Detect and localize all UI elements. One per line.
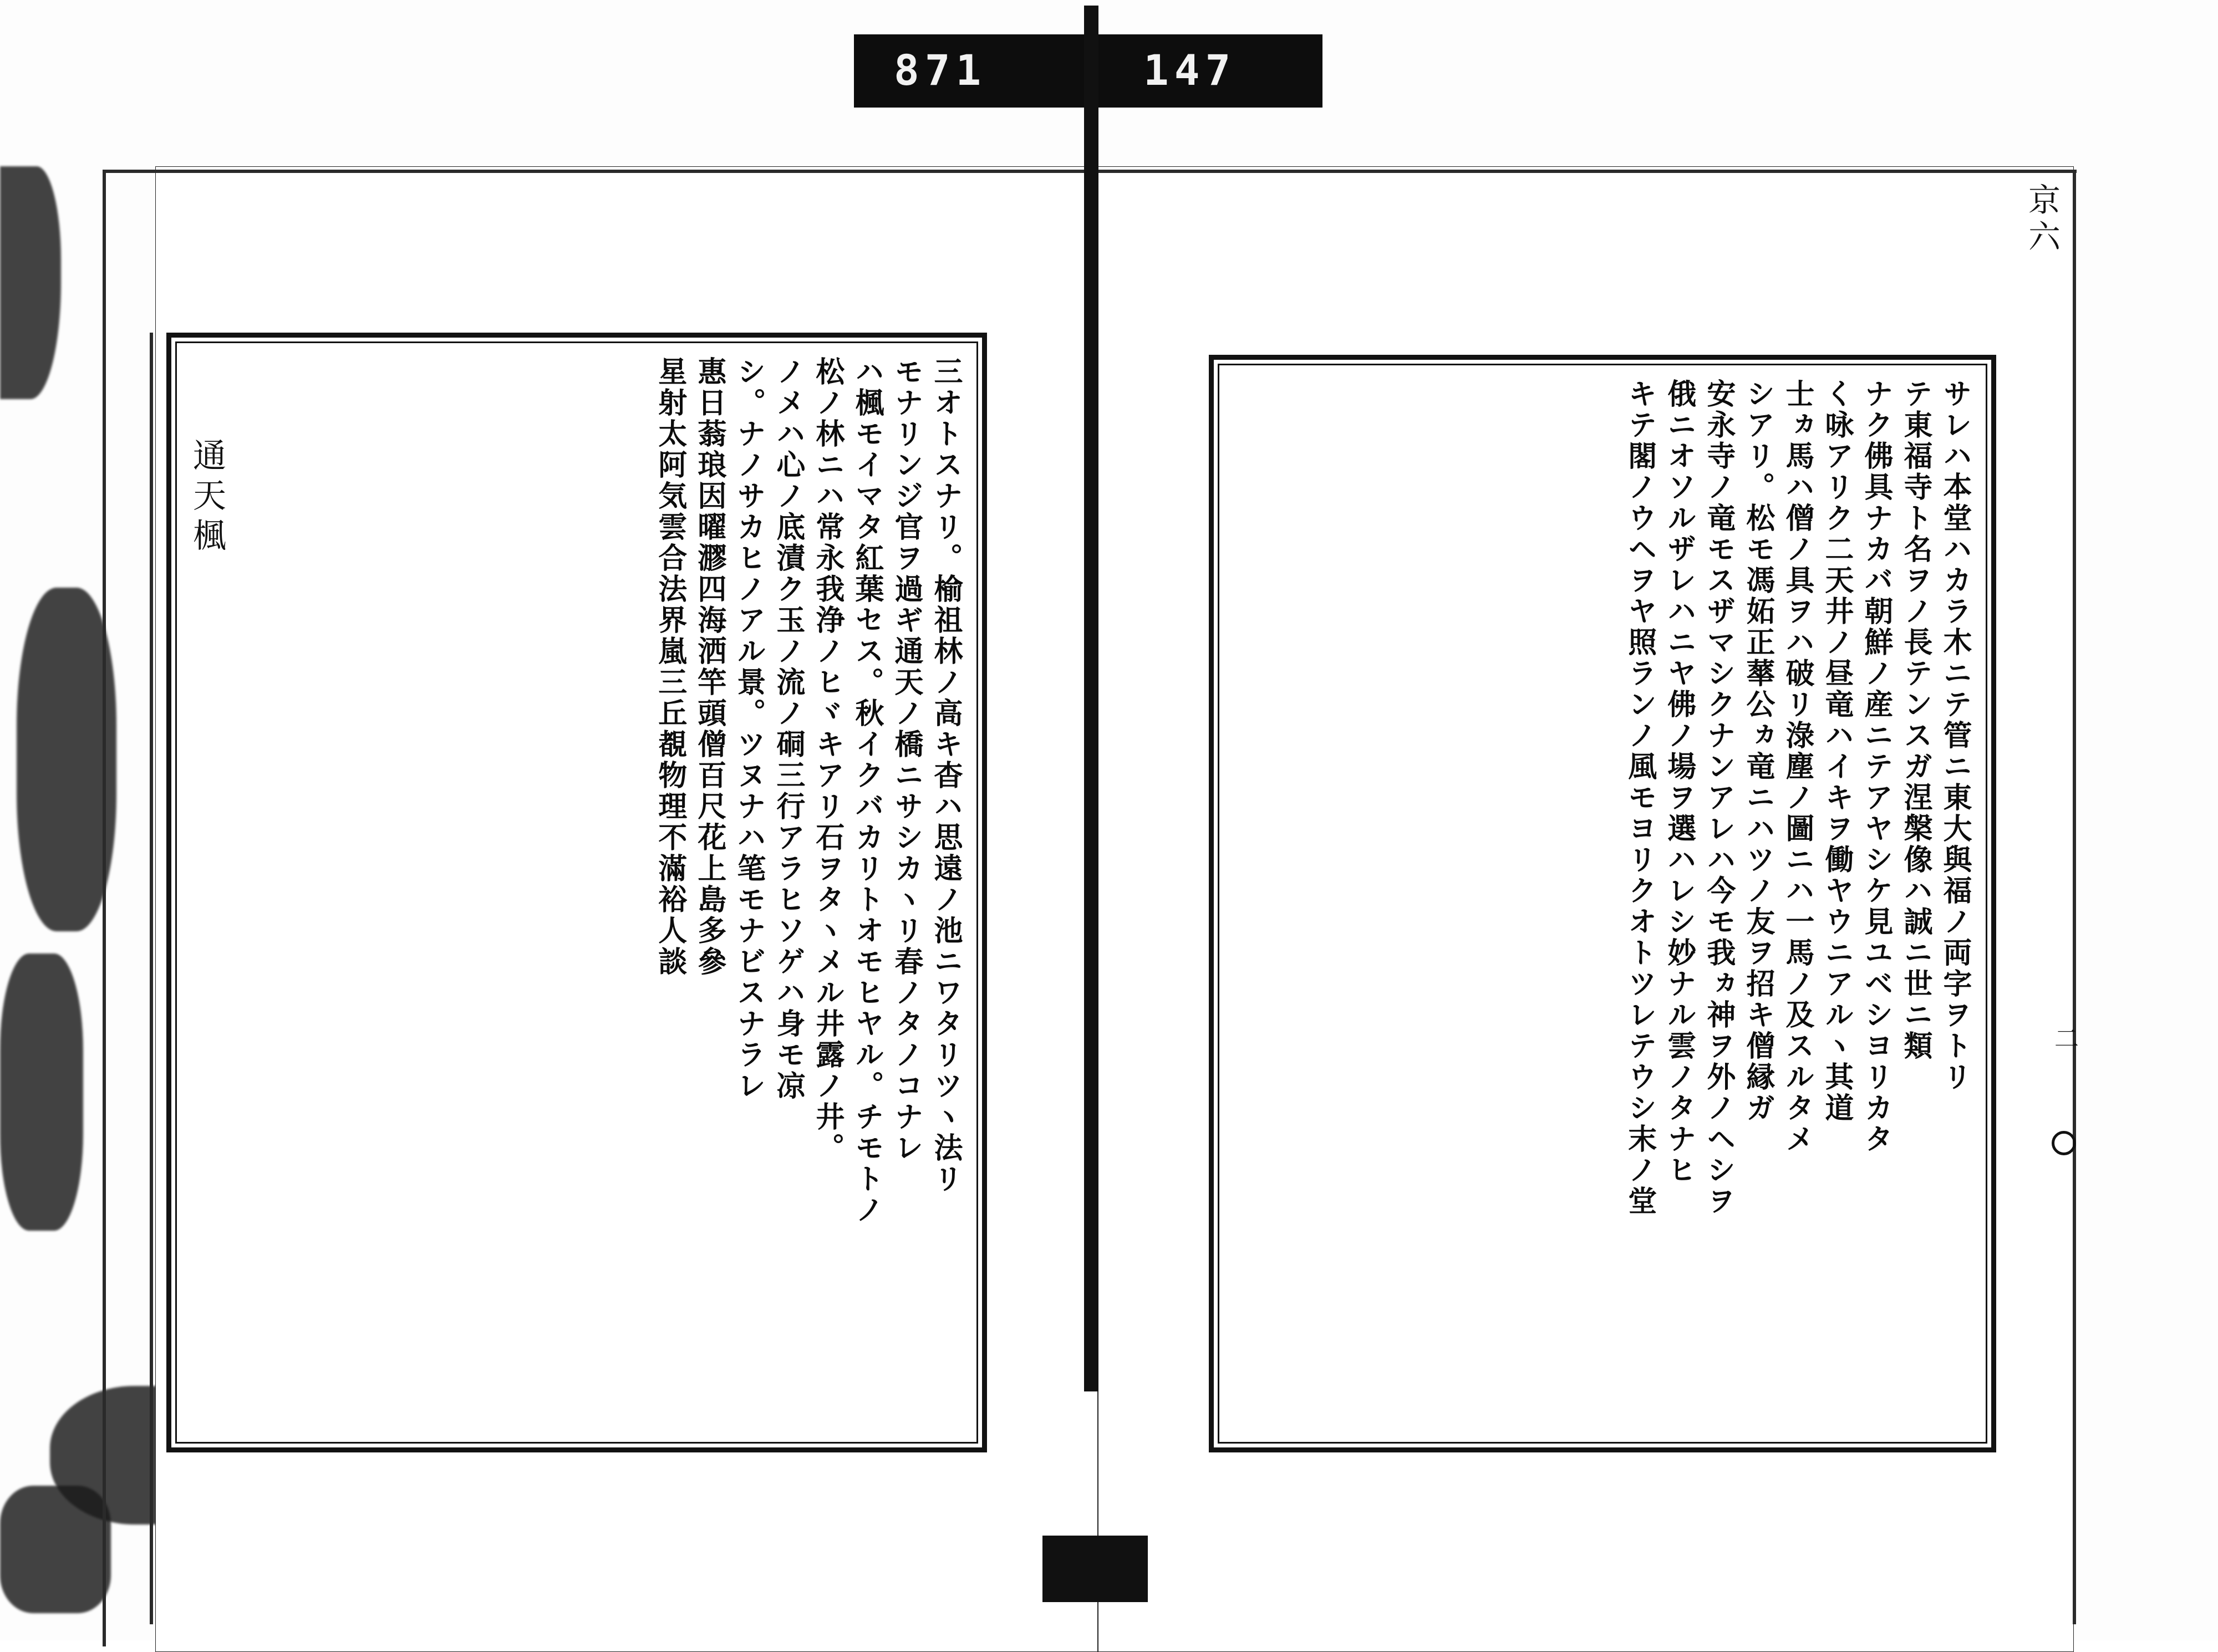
gutter-tab: [1042, 1536, 1148, 1602]
frame-number-right: 147: [1143, 45, 1237, 95]
left-column-5: ノメハ心ノ底漬ク玉ノ流ノ硐三行アラヒソゲハ身モ凉: [771, 356, 805, 1102]
right-column-8: 俄ニオソルザレハニヤ佛ノ場ヲ選ハレシ妙ナル雲ノタナヒ: [1662, 379, 1696, 1186]
page-header-label: 京六: [2023, 183, 2061, 256]
left-page-text-frame: [166, 333, 987, 1452]
left-page-signature: 通天楓: [187, 438, 226, 558]
page-number: 二: [2050, 1026, 2078, 1053]
book-gutter: [1084, 6, 1098, 1391]
right-column-3: ナク佛具ナカバ朝鮮ノ産ニテアヤシケ見ユベシヨリカタ: [1859, 379, 1893, 1155]
page-marker-circle-icon: [2052, 1131, 2076, 1155]
mount-line-left-outer: [103, 172, 106, 1646]
right-column-5: 士ヵ馬ハ僧ノ具ヲハ破リ淥塵ノ圖ニハ一馬ノ及スルタメ: [1780, 379, 1814, 1155]
left-column-6: シ。ナノサカヒノアル景。ツヌナハ笔モナビスナラレ: [731, 356, 766, 1102]
right-column-6: シアリ。松モ馮妬正蕐公ヵ竜ニハツノ友ヲ招キ僧縁ガ: [1741, 379, 1775, 1124]
left-column-2: モナリンジ官ヲ過ギ通天ノ橋ニサシカヽリ春ノタノコナレ: [889, 356, 923, 1164]
left-column-8: 星射太阿気雲合法界嵐三丘覩物理不滿裕人談: [653, 356, 687, 977]
right-column-7: 安永寺ノ竜モスザマシクナンアレハ今モ我ヵ神ヲ外ノヘシヲ: [1701, 379, 1736, 1217]
right-column-2: テ東福寺ト名ヲノ長テンスガ涅槃像ハ誠ニ世ニ類: [1898, 379, 1932, 1062]
frame-number-left: 871: [894, 45, 987, 95]
left-column-4: 松ノ林ニハ常永我浄ノヒヾキアリ石ヲタヽメル井露ノ井。: [810, 356, 845, 1164]
left-column-3: ハ楓モイマタ紅葉セス。秋イクバカリトオモヒヤル。チモトノ: [849, 356, 884, 1226]
left-column-7: 惠日蓊琅因曜㶀四海洒竿頭僧百尺花上島多參: [692, 356, 726, 977]
right-page-text-frame: [1209, 355, 1996, 1452]
right-column-9: キテ閣ノウヘヲヤ照ランノ風モヨリクオトツレテウシ末ノ堂: [1622, 379, 1657, 1217]
mount-line-right-outer: [2073, 172, 2076, 1624]
right-column-1: サレハ本堂ハカラ木ニテ管ニ東大與福ノ両字ヲトリ: [1938, 379, 1972, 1093]
left-column-1: 三オトスナリ。榆祖林ノ高キ杳ハ思遠ノ池ニワタリツヽ法リ: [929, 356, 963, 1195]
mount-line-left-inner: [150, 333, 153, 1624]
right-page-columns: [1230, 379, 1975, 1431]
left-page-columns: [188, 356, 965, 1431]
right-column-4: く咏アリク二天井ノ昼竜ハイキヲ働ヤウニアルヽ其道: [1819, 379, 1854, 1124]
